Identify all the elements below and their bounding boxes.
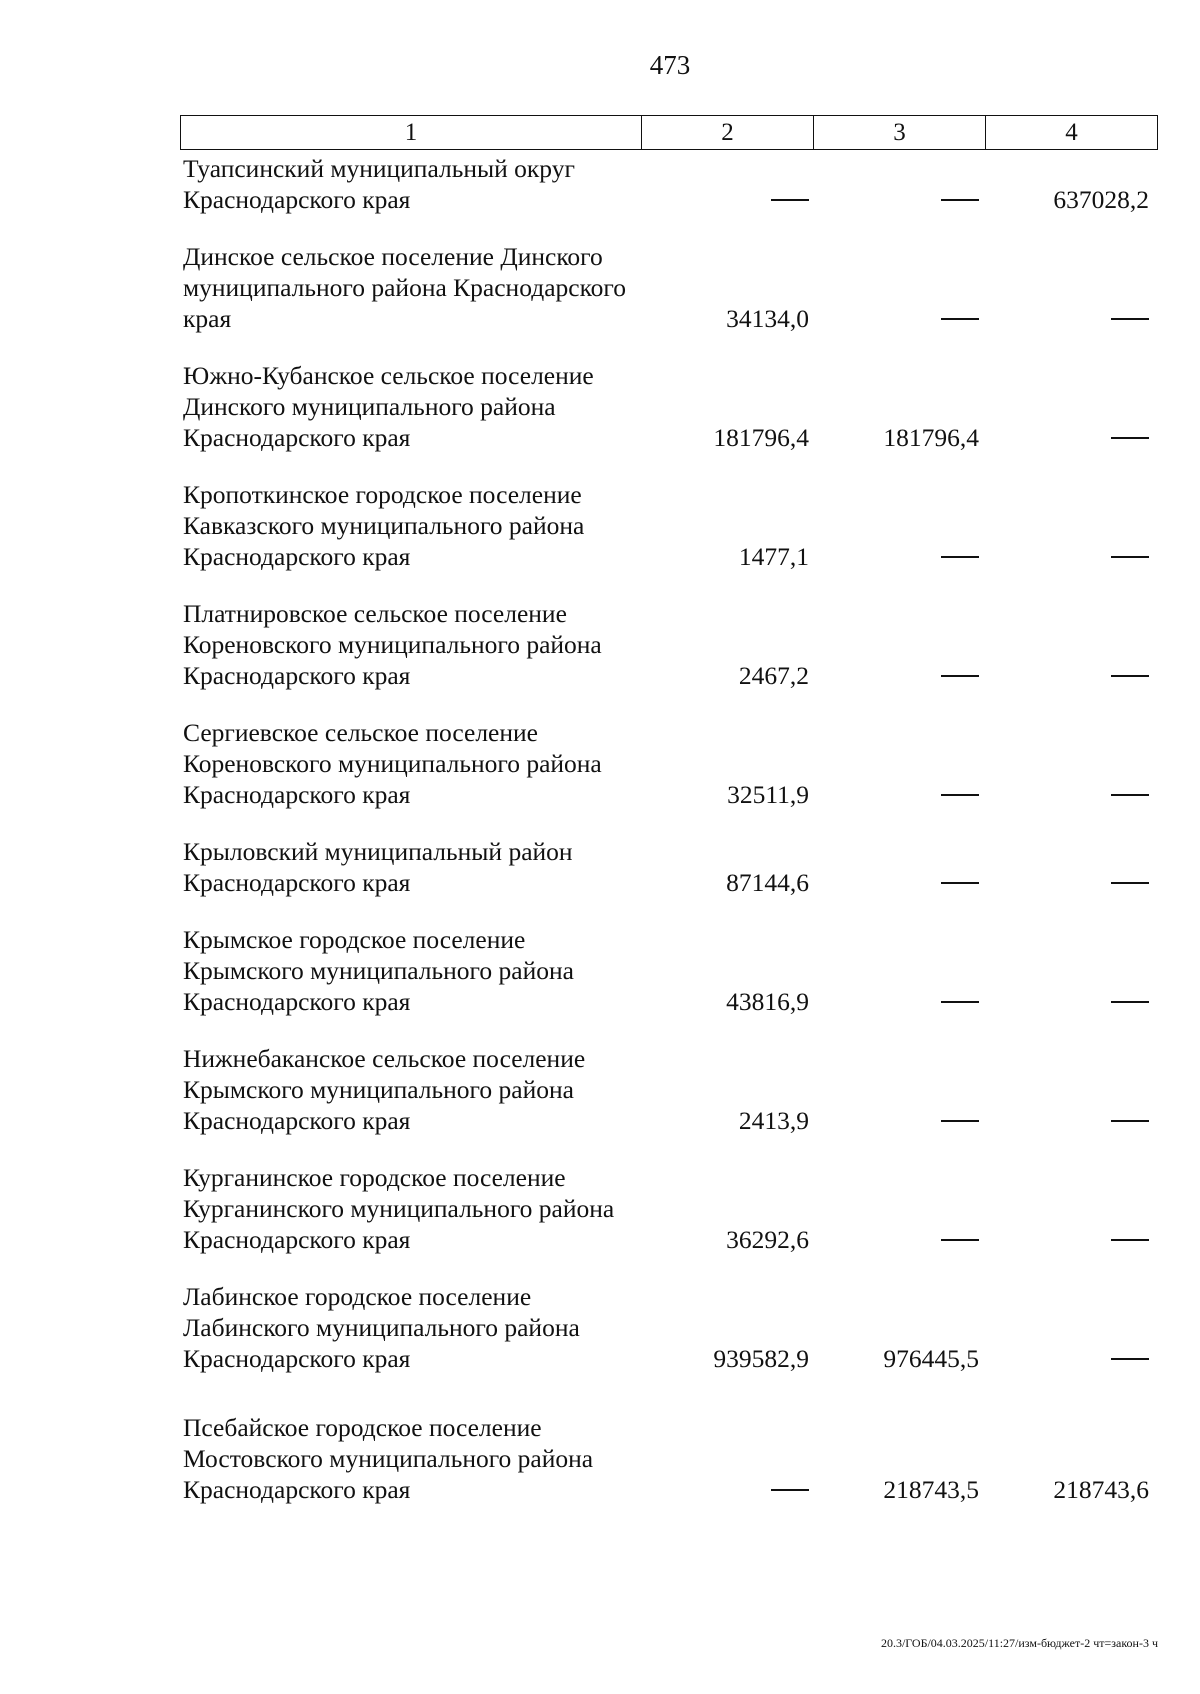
row-value-c2 <box>639 1474 809 1505</box>
row-value-c4 <box>979 779 1149 810</box>
row-value-c2: 43816,9 <box>726 987 809 1016</box>
dash-mark <box>941 675 979 677</box>
dash-mark <box>1111 1120 1149 1122</box>
dash-mark <box>1111 882 1149 884</box>
row-value-c3 <box>809 986 979 1017</box>
dash-mark <box>771 199 809 201</box>
row-name: Кропоткинское городское поселение Кавказского муниципального района Краснодарского края <box>183 480 585 571</box>
dash-mark <box>941 318 979 320</box>
row-value-c4 <box>979 303 1149 334</box>
row-name: Туапсинский муниципальный округ Краснодарского края <box>183 154 575 214</box>
row-value-c2: 181796,4 <box>713 423 809 452</box>
row-name: Крымское городское поселение Крымского муниципального района Краснодарского края <box>183 925 574 1016</box>
row-value-c2: 34134,0 <box>726 304 809 333</box>
row-name: Лабинское городское поселение Лабинского муниципального района Краснодарского края <box>183 1282 580 1373</box>
dash-mark <box>941 1001 979 1003</box>
table-row <box>183 598 1151 691</box>
table-row <box>183 479 1151 572</box>
row-name: Курганинское городское поселение Курганинского муниципального района Краснодарского края <box>183 1163 615 1254</box>
table-row <box>183 153 1151 215</box>
table-row <box>183 1162 1151 1255</box>
row-name: Южно-Кубанское сельское поселение Динского муниципального района Краснодарского края <box>183 361 594 452</box>
table-row <box>183 717 1151 810</box>
row-value-c3 <box>809 184 979 215</box>
dash-mark <box>1111 1239 1149 1241</box>
row-name: Нижнебаканское сельское поселение Крымского муниципального района Краснодарского края <box>183 1044 586 1135</box>
page-number: 473 <box>649 50 691 80</box>
row-value-c4 <box>979 1343 1149 1374</box>
table-row <box>183 360 1151 453</box>
row-value-c4 <box>979 422 1149 453</box>
dash-mark <box>941 882 979 884</box>
dash-mark <box>941 199 979 201</box>
row-value-c3: 181796,4 <box>883 423 979 452</box>
dash-mark <box>941 1239 979 1241</box>
row-name: Крыловский муниципальный район Краснодарского края <box>183 837 573 897</box>
row-value-c2: 1477,1 <box>738 542 809 571</box>
row-value-c2: 32511,9 <box>727 780 809 809</box>
dash-mark <box>1111 437 1149 439</box>
table-row <box>183 1043 1151 1136</box>
header-col-2: 2 <box>642 116 814 150</box>
table-row <box>183 241 1151 334</box>
row-name: Псебайское городское поселение Мостовского муниципального района Краснодарского края <box>183 1413 594 1504</box>
dash-mark <box>771 1489 809 1491</box>
dash-mark <box>1111 675 1149 677</box>
row-value-c3 <box>809 779 979 810</box>
row-value-c3 <box>809 541 979 572</box>
row-value-c4 <box>979 660 1149 691</box>
dash-mark <box>1111 1001 1149 1003</box>
row-value-c3 <box>809 303 979 334</box>
row-value-c4 <box>979 1224 1149 1255</box>
row-value-c4 <box>979 541 1149 572</box>
row-value-c4: 637028,2 <box>1053 185 1149 214</box>
row-value-c2: 2413,9 <box>738 1106 809 1135</box>
dash-mark <box>1111 794 1149 796</box>
row-value-c2: 36292,6 <box>726 1225 809 1254</box>
table-row <box>183 924 1151 1017</box>
dash-mark <box>941 556 979 558</box>
row-value-c4 <box>979 867 1149 898</box>
header-col-1: 1 <box>181 116 642 150</box>
row-value-c3 <box>809 1224 979 1255</box>
table-row <box>183 1281 1151 1374</box>
row-value-c3 <box>809 1105 979 1136</box>
table-body <box>183 153 1151 1505</box>
row-value-c4: 218743,6 <box>1053 1475 1149 1504</box>
header-col-3: 3 <box>814 116 986 150</box>
dash-mark <box>1111 318 1149 320</box>
row-name: Сергиевское сельское поселение Кореновского муниципального района Краснодарского края <box>183 718 602 809</box>
row-value-c3: 976445,5 <box>883 1344 979 1373</box>
header-col-4: 4 <box>986 116 1158 150</box>
row-name: Динское сельское поселение Динского муниципального района Краснодарского края <box>183 242 627 333</box>
row-name: Платнировское сельское поселение Кореновского муниципального района Краснодарского края <box>183 599 602 690</box>
footer-code: 20.3/ГОБ/04.03.2025/11:27/изм-бюджет-2 чт=закон-3 ч <box>880 1636 1158 1650</box>
dash-mark <box>941 794 979 796</box>
dash-mark <box>1111 556 1149 558</box>
dash-mark <box>1111 1358 1149 1360</box>
row-value-c2: 87144,6 <box>726 868 809 897</box>
table-row <box>183 1412 1151 1505</box>
row-value-c3: 218743,5 <box>883 1475 979 1504</box>
table-header <box>180 115 1158 150</box>
row-value-c4 <box>979 1105 1149 1136</box>
row-value-c3 <box>809 660 979 691</box>
row-value-c4 <box>979 986 1149 1017</box>
dash-mark <box>941 1120 979 1122</box>
row-value-c2: 2467,2 <box>738 661 809 690</box>
row-value-c3 <box>809 867 979 898</box>
row-value-c2 <box>639 184 809 215</box>
row-value-c2: 939582,9 <box>713 1344 809 1373</box>
table-row <box>183 836 1151 898</box>
